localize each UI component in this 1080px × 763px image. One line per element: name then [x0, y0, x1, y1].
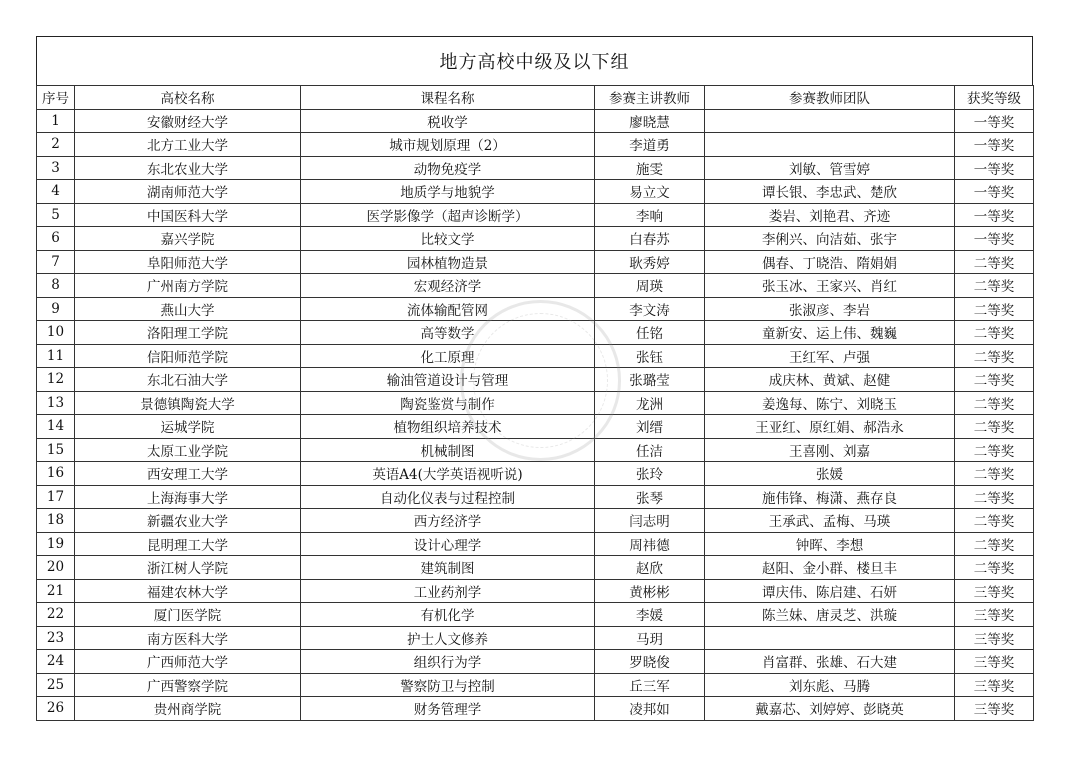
table-row — [37, 438, 1034, 462]
table-row — [37, 368, 1034, 392]
cell-lead-teacher: 凌邦如 — [595, 697, 705, 721]
cell-course: 组织行为学 — [301, 650, 595, 674]
cell-index: 13 — [37, 391, 75, 415]
cell-team — [705, 133, 955, 157]
cell-lead-teacher: 白春苏 — [595, 227, 705, 251]
cell-lead-teacher: 张钰 — [595, 344, 705, 368]
header-row — [37, 86, 1034, 110]
cell-index: 6 — [37, 227, 75, 251]
cell-lead-teacher: 张玲 — [595, 462, 705, 486]
cell-award: 二等奖 — [955, 485, 1034, 509]
cell-lead-teacher: 廖晓慧 — [595, 109, 705, 133]
cell-index: 15 — [37, 438, 75, 462]
cell-index: 26 — [37, 697, 75, 721]
table-row — [37, 697, 1034, 721]
cell-award: 二等奖 — [955, 391, 1034, 415]
cell-team: 肖富群、张雄、石大建 — [705, 650, 955, 674]
cell-award: 一等奖 — [955, 203, 1034, 227]
cell-university: 昆明理工大学 — [75, 532, 301, 556]
cell-lead-teacher: 张琴 — [595, 485, 705, 509]
cell-index: 22 — [37, 603, 75, 627]
cell-course: 陶瓷鉴赏与制作 — [301, 391, 595, 415]
cell-award: 三等奖 — [955, 626, 1034, 650]
cell-team: 张玉冰、王家兴、肖红 — [705, 274, 955, 298]
table-row — [37, 109, 1034, 133]
cell-award: 二等奖 — [955, 297, 1034, 321]
cell-award: 三等奖 — [955, 603, 1034, 627]
cell-team: 李俐兴、向洁茹、张宇 — [705, 227, 955, 251]
cell-university: 广州南方学院 — [75, 274, 301, 298]
cell-university: 北方工业大学 — [75, 133, 301, 157]
cell-university: 嘉兴学院 — [75, 227, 301, 251]
table-row — [37, 626, 1034, 650]
table-row — [37, 485, 1034, 509]
cell-university: 中国医科大学 — [75, 203, 301, 227]
cell-university: 新疆农业大学 — [75, 509, 301, 533]
cell-award: 三等奖 — [955, 650, 1034, 674]
cell-team: 钟晖、李想 — [705, 532, 955, 556]
header-team: 参赛教师团队 — [705, 86, 955, 110]
cell-course: 机械制图 — [301, 438, 595, 462]
table-row — [37, 603, 1034, 627]
cell-lead-teacher: 施雯 — [595, 156, 705, 180]
table-row — [37, 227, 1034, 251]
cell-team — [705, 109, 955, 133]
cell-award: 三等奖 — [955, 673, 1034, 697]
cell-university: 厦门医学院 — [75, 603, 301, 627]
cell-index: 23 — [37, 626, 75, 650]
header-course: 课程名称 — [301, 86, 595, 110]
header-university: 高校名称 — [75, 86, 301, 110]
cell-lead-teacher: 张璐莹 — [595, 368, 705, 392]
award-table-sheet — [36, 36, 1033, 721]
cell-index: 9 — [37, 297, 75, 321]
cell-award: 二等奖 — [955, 556, 1034, 580]
cell-university: 福建农林大学 — [75, 579, 301, 603]
cell-course: 园林植物造景 — [301, 250, 595, 274]
cell-course: 地质学与地貌学 — [301, 180, 595, 204]
cell-lead-teacher: 李道勇 — [595, 133, 705, 157]
table-title: 地方高校中级及以下组 — [36, 36, 1033, 85]
table-row — [37, 321, 1034, 345]
table-row — [37, 133, 1034, 157]
cell-team — [705, 626, 955, 650]
cell-team: 戴嘉芯、刘婷婷、彭晓英 — [705, 697, 955, 721]
cell-course: 财务管理学 — [301, 697, 595, 721]
table-row — [37, 344, 1034, 368]
table-row — [37, 203, 1034, 227]
cell-index: 2 — [37, 133, 75, 157]
cell-award: 二等奖 — [955, 368, 1034, 392]
cell-university: 信阳师范学院 — [75, 344, 301, 368]
cell-university: 广西师范大学 — [75, 650, 301, 674]
cell-award: 一等奖 — [955, 227, 1034, 251]
cell-team: 王红军、卢强 — [705, 344, 955, 368]
cell-award: 二等奖 — [955, 250, 1034, 274]
cell-course: 城市规划原理（2） — [301, 133, 595, 157]
cell-award: 二等奖 — [955, 532, 1034, 556]
cell-lead-teacher: 刘缙 — [595, 415, 705, 439]
table-row — [37, 180, 1034, 204]
cell-course: 自动化仪表与过程控制 — [301, 485, 595, 509]
table-row — [37, 297, 1034, 321]
cell-course: 高等数学 — [301, 321, 595, 345]
header-index: 序号 — [37, 86, 75, 110]
cell-course: 警察防卫与控制 — [301, 673, 595, 697]
cell-course: 有机化学 — [301, 603, 595, 627]
cell-team: 成庆林、黄斌、赵健 — [705, 368, 955, 392]
cell-university: 洛阳理工学院 — [75, 321, 301, 345]
cell-lead-teacher: 黄彬彬 — [595, 579, 705, 603]
cell-course: 西方经济学 — [301, 509, 595, 533]
header-award: 获奖等级 — [955, 86, 1034, 110]
cell-university: 浙江树人学院 — [75, 556, 301, 580]
table-row — [37, 579, 1034, 603]
cell-team: 谭庆伟、陈启建、石妍 — [705, 579, 955, 603]
cell-index: 4 — [37, 180, 75, 204]
cell-lead-teacher: 闫志明 — [595, 509, 705, 533]
cell-lead-teacher: 马玥 — [595, 626, 705, 650]
cell-lead-teacher: 任洁 — [595, 438, 705, 462]
cell-index: 18 — [37, 509, 75, 533]
cell-index: 5 — [37, 203, 75, 227]
table-row — [37, 462, 1034, 486]
cell-team: 王亚红、原红娟、郝浩永 — [705, 415, 955, 439]
cell-team: 王喜刚、刘嘉 — [705, 438, 955, 462]
table-row — [37, 673, 1034, 697]
cell-university: 西安理工大学 — [75, 462, 301, 486]
cell-index: 8 — [37, 274, 75, 298]
cell-team: 陈兰妹、唐灵芝、洪璇 — [705, 603, 955, 627]
cell-course: 英语A4(大学英语视听说) — [301, 462, 595, 486]
cell-award: 二等奖 — [955, 415, 1034, 439]
cell-lead-teacher: 周瑛 — [595, 274, 705, 298]
cell-course: 比较文学 — [301, 227, 595, 251]
cell-university: 湖南师范大学 — [75, 180, 301, 204]
cell-award: 二等奖 — [955, 344, 1034, 368]
cell-course: 建筑制图 — [301, 556, 595, 580]
cell-index: 14 — [37, 415, 75, 439]
cell-lead-teacher: 易立文 — [595, 180, 705, 204]
cell-team: 刘东彪、马腾 — [705, 673, 955, 697]
cell-index: 25 — [37, 673, 75, 697]
table-row — [37, 250, 1034, 274]
cell-index: 10 — [37, 321, 75, 345]
cell-team: 姜逸每、陈宁、刘晓玉 — [705, 391, 955, 415]
cell-index: 17 — [37, 485, 75, 509]
cell-team: 张淑彦、李岩 — [705, 297, 955, 321]
table-row — [37, 556, 1034, 580]
cell-award: 二等奖 — [955, 274, 1034, 298]
cell-university: 景德镇陶瓷大学 — [75, 391, 301, 415]
cell-award: 三等奖 — [955, 697, 1034, 721]
cell-course: 设计心理学 — [301, 532, 595, 556]
cell-course: 输油管道设计与管理 — [301, 368, 595, 392]
cell-university: 太原工业学院 — [75, 438, 301, 462]
cell-course: 动物免疫学 — [301, 156, 595, 180]
cell-lead-teacher: 龙洲 — [595, 391, 705, 415]
cell-course: 护士人文修养 — [301, 626, 595, 650]
cell-award: 三等奖 — [955, 579, 1034, 603]
cell-lead-teacher: 李响 — [595, 203, 705, 227]
cell-lead-teacher: 丘三军 — [595, 673, 705, 697]
cell-team: 谭长银、李忠武、楚欣 — [705, 180, 955, 204]
cell-team: 施伟锋、梅潇、燕存良 — [705, 485, 955, 509]
cell-award: 二等奖 — [955, 462, 1034, 486]
cell-university: 南方医科大学 — [75, 626, 301, 650]
cell-course: 医学影像学（超声诊断学） — [301, 203, 595, 227]
table-body — [37, 109, 1034, 720]
cell-team: 童新安、运上伟、魏巍 — [705, 321, 955, 345]
cell-team: 赵阳、金小群、楼旦丰 — [705, 556, 955, 580]
cell-award: 二等奖 — [955, 438, 1034, 462]
cell-course: 化工原理 — [301, 344, 595, 368]
award-table — [36, 85, 1034, 721]
cell-team: 偶春、丁晓浩、隋娟娟 — [705, 250, 955, 274]
table-row — [37, 532, 1034, 556]
table-row — [37, 156, 1034, 180]
cell-lead-teacher: 罗晓俊 — [595, 650, 705, 674]
cell-lead-teacher: 李文涛 — [595, 297, 705, 321]
cell-index: 24 — [37, 650, 75, 674]
cell-award: 二等奖 — [955, 321, 1034, 345]
table-row — [37, 274, 1034, 298]
cell-index: 20 — [37, 556, 75, 580]
cell-index: 21 — [37, 579, 75, 603]
cell-award: 一等奖 — [955, 133, 1034, 157]
cell-course: 工业药剂学 — [301, 579, 595, 603]
cell-index: 16 — [37, 462, 75, 486]
table-row — [37, 650, 1034, 674]
cell-university: 运城学院 — [75, 415, 301, 439]
cell-course: 税收学 — [301, 109, 595, 133]
cell-course: 流体输配管网 — [301, 297, 595, 321]
cell-university: 贵州商学院 — [75, 697, 301, 721]
cell-team: 王承武、孟梅、马瑛 — [705, 509, 955, 533]
cell-lead-teacher: 李媛 — [595, 603, 705, 627]
cell-lead-teacher: 任铭 — [595, 321, 705, 345]
table-row — [37, 415, 1034, 439]
cell-award: 一等奖 — [955, 156, 1034, 180]
cell-course: 宏观经济学 — [301, 274, 595, 298]
cell-index: 12 — [37, 368, 75, 392]
cell-university: 阜阳师范大学 — [75, 250, 301, 274]
cell-university: 上海海事大学 — [75, 485, 301, 509]
cell-award: 一等奖 — [955, 180, 1034, 204]
cell-course: 植物组织培养技术 — [301, 415, 595, 439]
cell-index: 19 — [37, 532, 75, 556]
header-lead-teacher: 参赛主讲教师 — [595, 86, 705, 110]
table-row — [37, 391, 1034, 415]
cell-award: 一等奖 — [955, 109, 1034, 133]
cell-lead-teacher: 周祎德 — [595, 532, 705, 556]
cell-university: 东北农业大学 — [75, 156, 301, 180]
cell-university: 东北石油大学 — [75, 368, 301, 392]
cell-lead-teacher: 耿秀婷 — [595, 250, 705, 274]
cell-index: 1 — [37, 109, 75, 133]
cell-lead-teacher: 赵欣 — [595, 556, 705, 580]
table-row — [37, 509, 1034, 533]
cell-team: 刘敏、管雪婷 — [705, 156, 955, 180]
cell-team: 娄岩、刘艳君、齐迹 — [705, 203, 955, 227]
cell-team: 张媛 — [705, 462, 955, 486]
cell-index: 3 — [37, 156, 75, 180]
cell-award: 二等奖 — [955, 509, 1034, 533]
cell-university: 燕山大学 — [75, 297, 301, 321]
cell-index: 7 — [37, 250, 75, 274]
cell-university: 安徽财经大学 — [75, 109, 301, 133]
cell-index: 11 — [37, 344, 75, 368]
cell-university: 广西警察学院 — [75, 673, 301, 697]
